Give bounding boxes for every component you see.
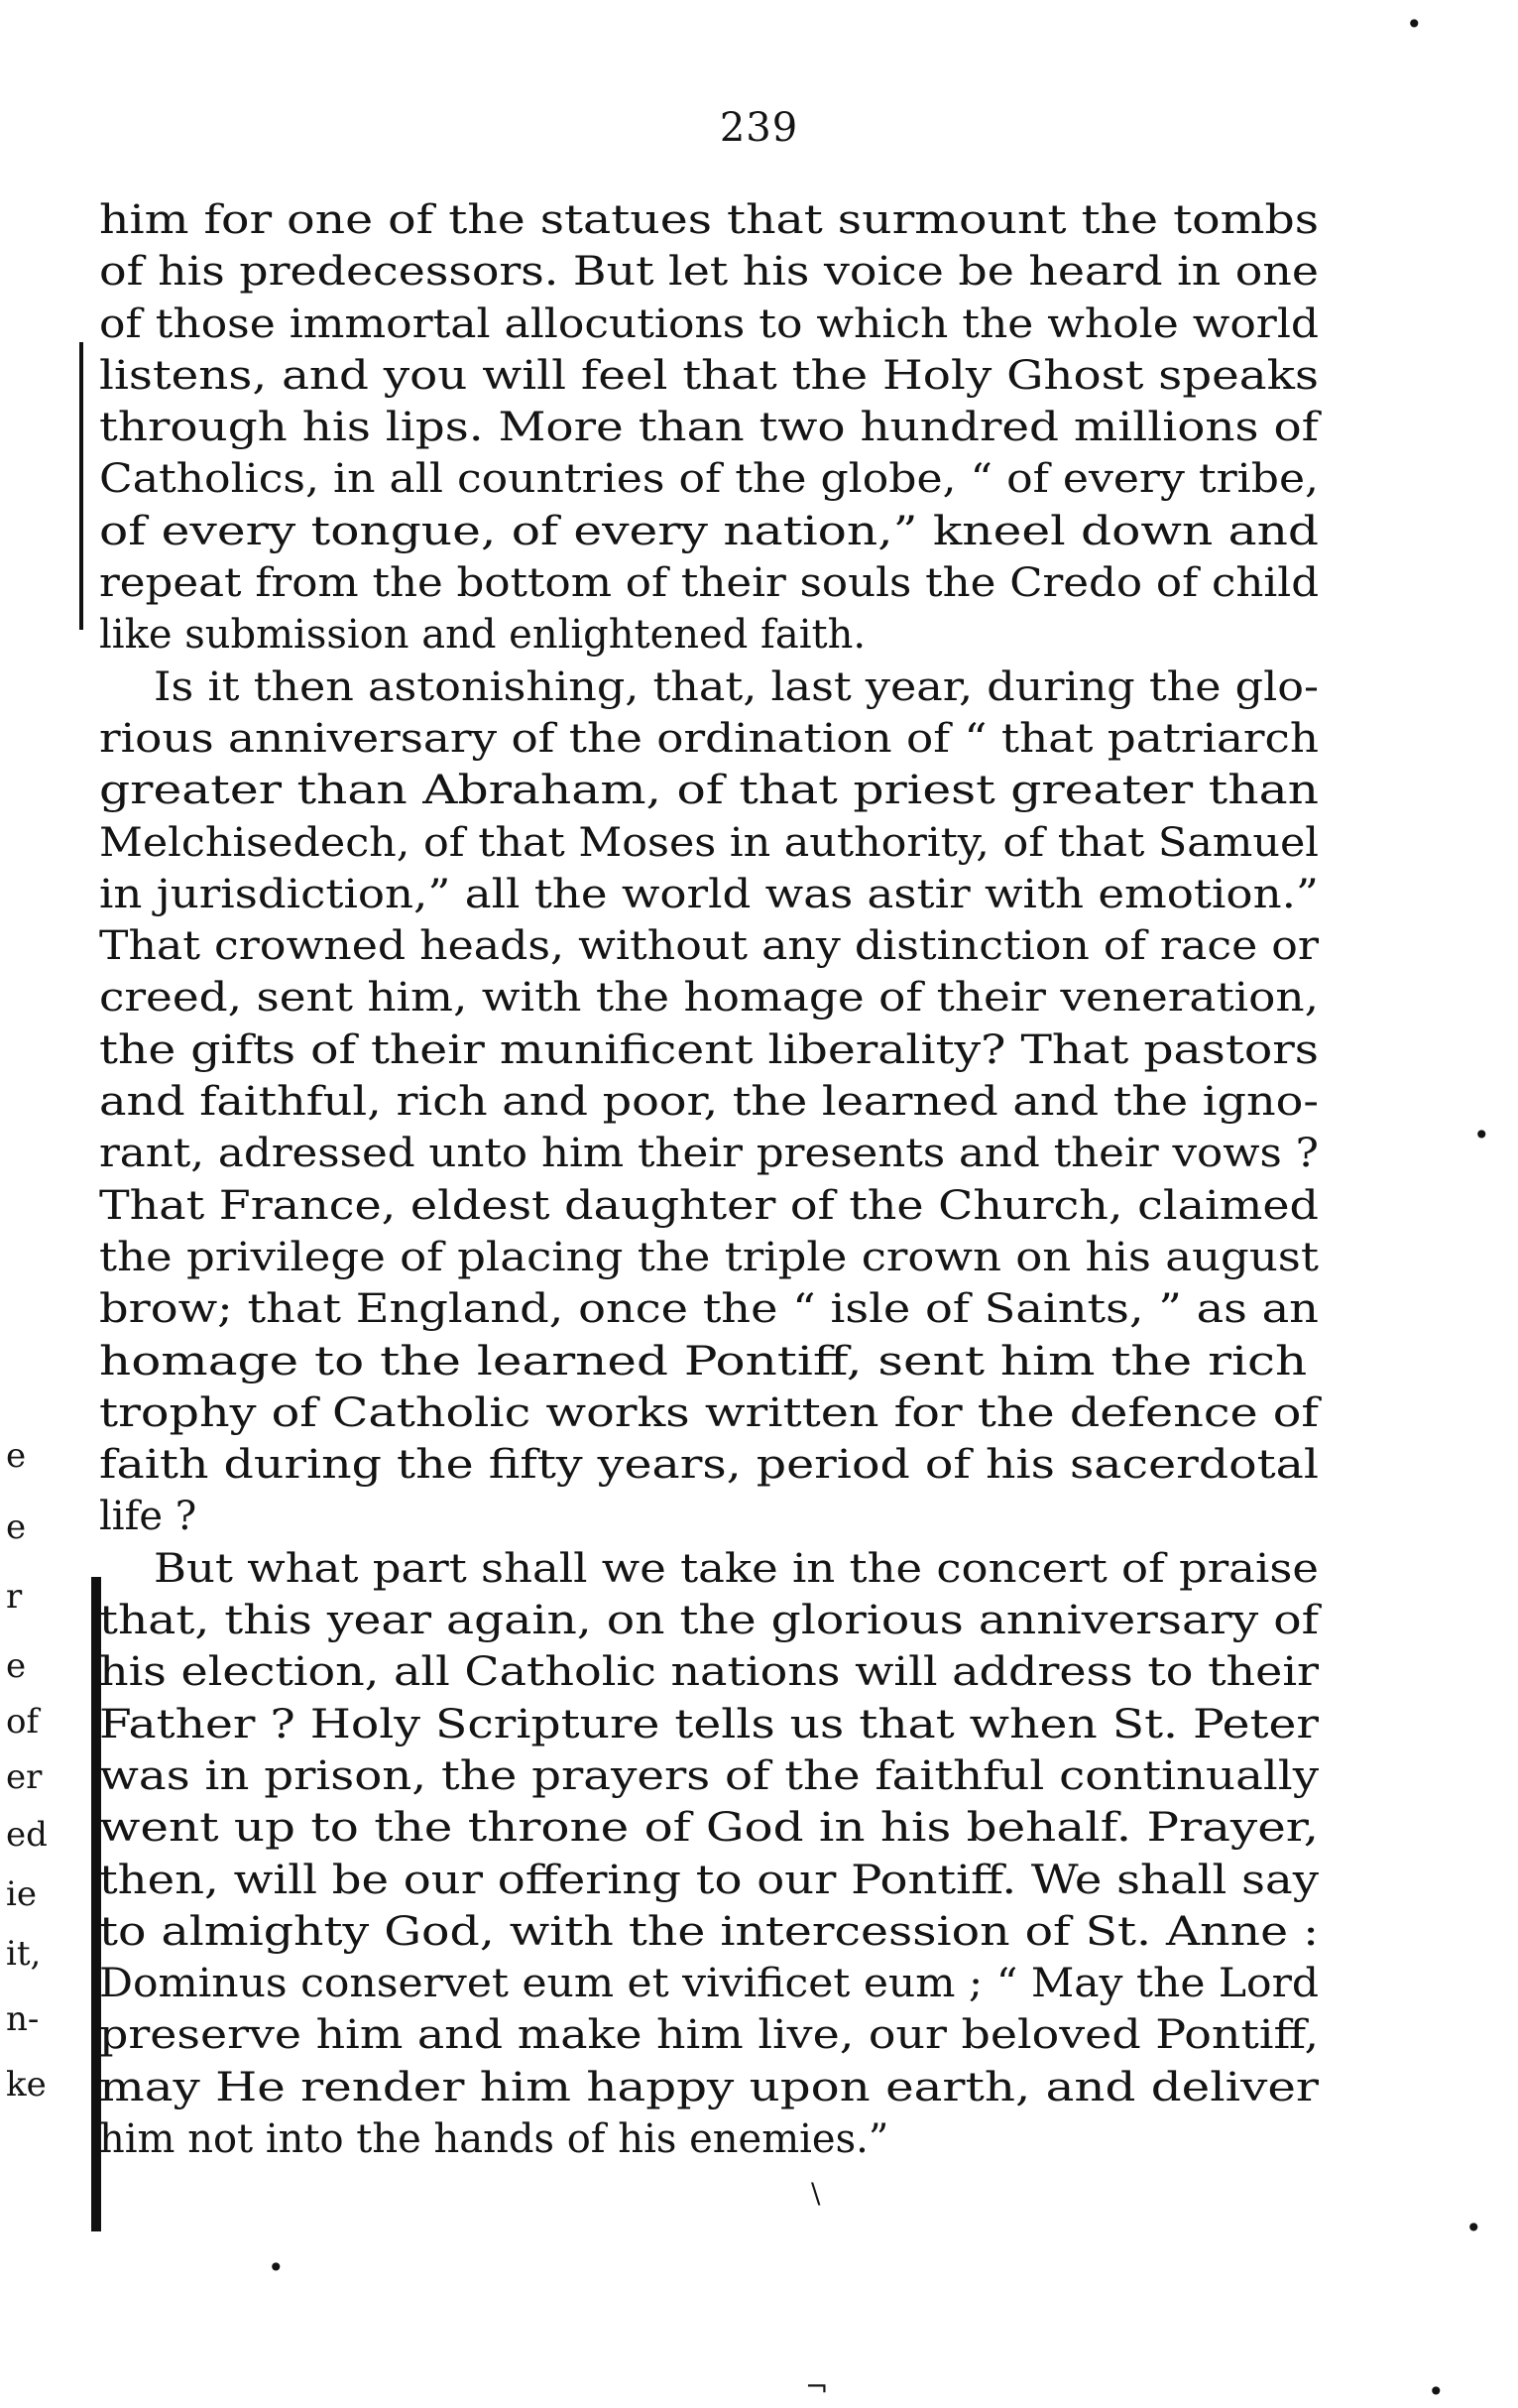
text-line-content: greater than Abraham, of that priest greater than xyxy=(99,768,1320,814)
text-line xyxy=(99,1439,1319,1491)
text-line-content: preserve him and make him live, our beloved Pontiff, xyxy=(99,2012,1320,2059)
text-line-content: went up to the throne of God in his behalf. Prayer, xyxy=(99,1805,1319,1852)
text-line-content: like submission and enlightened faith. xyxy=(99,612,867,659)
text-line xyxy=(99,662,1319,713)
text-line-content: creed, sent him, with the homage of their veneration, xyxy=(99,975,1320,1022)
text-line xyxy=(99,2009,1319,2061)
bleed-through-margin xyxy=(0,0,59,2404)
text-line-content: may He render him happy upon earth, and deliver xyxy=(99,2064,1319,2110)
margin-fragment: er xyxy=(6,1757,43,1797)
text-line xyxy=(99,1336,1319,1387)
text-line-content: brow; that England, once the “ isle of Saints, ” as an xyxy=(99,1286,1319,1333)
text-line xyxy=(99,557,1319,609)
text-line xyxy=(99,713,1319,765)
text-line-content: of those immortal allocutions to which the whole world xyxy=(99,301,1320,347)
text-line-content: was in prison, the prayers of the faithful continually xyxy=(99,1752,1320,1799)
text-line-content: and faithful, rich and poor, the learned and the igno- xyxy=(99,1079,1319,1126)
text-line-content: rious anniversary of the ordination of “ that patriarch xyxy=(99,715,1320,762)
margin-fragment: of xyxy=(6,1702,40,1742)
text-line xyxy=(99,1543,1319,1595)
speck: \ xyxy=(811,2177,821,2210)
text-line-content: faith during the fifty years, period of his sacerdotal xyxy=(99,1442,1320,1489)
text-line xyxy=(99,817,1319,869)
speck: • xyxy=(1406,8,1423,41)
text-line-content: through his lips. More than two hundred millions of xyxy=(99,405,1319,451)
text-line-content: Father ? Holy Scripture tells us that when St. Peter xyxy=(99,1701,1319,1747)
text-line xyxy=(99,194,1319,246)
text-line-content: That France, eldest daughter of the Church, claimed xyxy=(99,1182,1319,1229)
margin-fragment: e xyxy=(6,1507,27,1547)
text-line-content: him for one of the statues that surmount the tombs xyxy=(99,197,1320,243)
text-line-content: Melchisedech, of that Moses in authority, of that Samuel xyxy=(99,819,1319,866)
text-line-content: listens, and you will feel that the Holy Ghost speaks xyxy=(99,352,1319,399)
text-line xyxy=(99,609,1319,661)
text-line xyxy=(99,299,1319,350)
text-line xyxy=(99,1595,1319,1646)
text-line xyxy=(99,765,1319,816)
text-line-content: to almighty God, with the intercession of St. Anne : xyxy=(99,1908,1320,1955)
margin-fragment: r xyxy=(6,1577,23,1617)
speck: • xyxy=(1428,2375,1445,2408)
speck: • xyxy=(268,2251,285,2284)
text-line-content: rant, adressed unto him their presents and their vows ? xyxy=(99,1131,1319,1177)
body-text xyxy=(99,194,1319,2165)
text-line xyxy=(99,1076,1319,1128)
text-line-content: that, this year again, on the glorious anniversary of xyxy=(99,1598,1320,1644)
speck: • xyxy=(1465,2212,1482,2244)
margin-fragment: it, xyxy=(6,1934,42,1974)
margin-fragment: n- xyxy=(6,1999,40,2039)
text-line xyxy=(99,1802,1319,1854)
text-line xyxy=(99,1699,1319,1750)
text-line-content: Catholics, in all countries of the globe, “ of every tribe, xyxy=(99,456,1320,503)
text-line xyxy=(99,1958,1319,2009)
text-line-content: homage to the learned Pontiff, sent him the rich xyxy=(99,1338,1308,1385)
text-line xyxy=(99,506,1319,557)
text-line-content: then, will be our offering to our Pontiff. We shall say xyxy=(99,1857,1319,1903)
margin-fragment: e xyxy=(6,1646,27,1686)
speck: • xyxy=(1473,1119,1490,1151)
text-line-content: repeat from the bottom of their souls the Credo of child xyxy=(99,560,1320,607)
text-line xyxy=(99,402,1319,453)
text-line xyxy=(99,453,1319,505)
text-line-content: But what part shall we take in the concert of praise xyxy=(154,1545,1319,1592)
text-line xyxy=(99,350,1319,402)
margin-fragment: e xyxy=(6,1436,27,1476)
text-line-content: of his predecessors. But let his voice be heard in one xyxy=(99,249,1319,296)
margin-fragment: ke xyxy=(6,2065,47,2105)
text-line-content: trophy of Catholic works written for the defence of xyxy=(99,1389,1320,1436)
text-line xyxy=(99,2113,1319,2165)
text-line-content: the privilege of placing the triple crown on his august xyxy=(99,1234,1319,1280)
text-line xyxy=(99,1646,1319,1698)
text-line xyxy=(99,1024,1319,1076)
text-line xyxy=(99,2062,1319,2113)
margin-fragment: ie xyxy=(6,1874,37,1914)
page-number: 239 xyxy=(719,105,799,151)
text-line-content: life ? xyxy=(99,1494,197,1540)
text-line-content: the gifts of their munificent liberality? That pastors xyxy=(99,1026,1319,1073)
text-line xyxy=(99,920,1319,972)
text-line-content: his election, all Catholic nations will address to their xyxy=(99,1649,1320,1696)
text-line xyxy=(99,869,1319,920)
text-line xyxy=(99,1387,1319,1439)
text-line-content: him not into the hands of his enemies.” xyxy=(99,2115,889,2162)
text-line-content: Dominus conservet eum et vivificet eum ; “ May the Lord xyxy=(99,1961,1320,2007)
text-line xyxy=(99,246,1319,298)
text-line xyxy=(99,1180,1319,1232)
text-line xyxy=(99,1128,1319,1179)
text-line-content: of every tongue, of every nation,” kneel down and xyxy=(99,508,1320,554)
text-line-content: in jurisdiction,” all the world was astir with emotion.” xyxy=(99,871,1319,917)
text-line xyxy=(99,972,1319,1023)
text-line xyxy=(99,1283,1319,1335)
margin-rule-top xyxy=(79,342,83,630)
text-line-content: Is it then astonishing, that, last year, during the glo- xyxy=(154,663,1320,710)
text-line xyxy=(99,1906,1319,1958)
text-line xyxy=(99,1855,1319,1906)
text-line xyxy=(99,1491,1319,1542)
speck: ¬ xyxy=(805,2370,829,2403)
text-line-content: That crowned heads, without any distinction of race or xyxy=(99,923,1319,970)
margin-fragment: ed xyxy=(6,1815,48,1855)
text-line xyxy=(99,1750,1319,1802)
text-line xyxy=(99,1232,1319,1283)
